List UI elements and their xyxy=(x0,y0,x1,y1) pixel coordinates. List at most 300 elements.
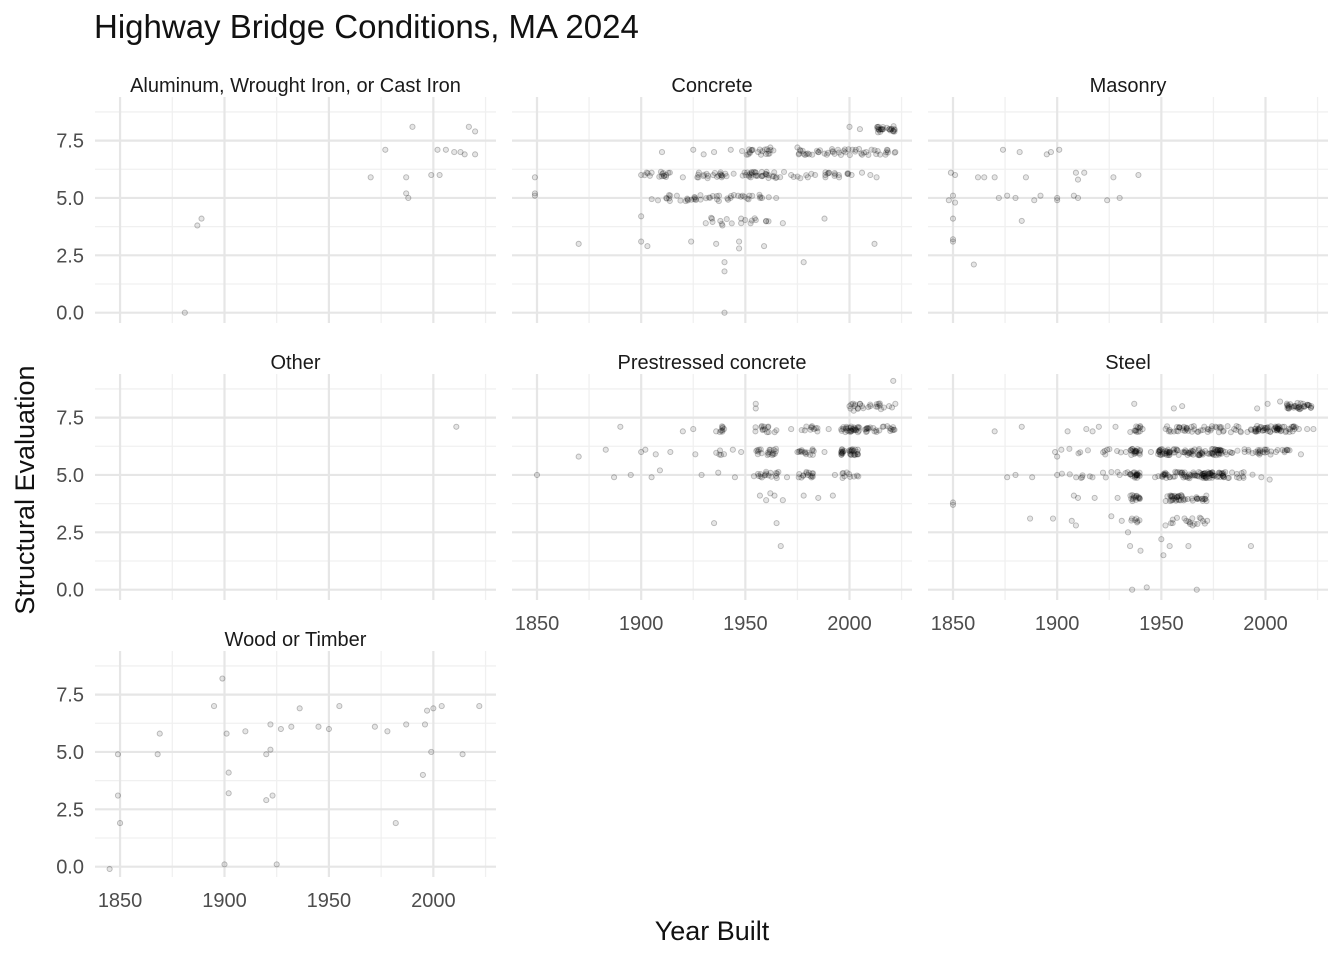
data-point xyxy=(1092,495,1097,500)
data-point xyxy=(1311,426,1316,431)
data-point xyxy=(683,199,688,204)
data-point xyxy=(691,426,696,431)
data-point xyxy=(822,449,827,454)
data-point xyxy=(1208,470,1213,475)
data-point xyxy=(1109,469,1114,474)
data-point xyxy=(649,197,654,202)
data-point xyxy=(774,428,779,433)
panel-title-wood-or-timber: Wood or Timber xyxy=(224,629,367,651)
data-point xyxy=(1038,193,1043,198)
data-point xyxy=(1190,516,1195,521)
data-point xyxy=(950,237,955,242)
data-point xyxy=(798,449,803,454)
data-point xyxy=(1074,475,1079,480)
data-point xyxy=(1287,448,1292,453)
data-point xyxy=(107,866,112,871)
data-point xyxy=(1133,448,1138,453)
data-point xyxy=(274,862,279,867)
data-point xyxy=(857,127,862,132)
y-tick-label: 5.0 xyxy=(56,187,84,210)
data-point xyxy=(576,454,581,459)
data-point xyxy=(224,731,229,736)
x-tick-label: 1900 xyxy=(202,890,247,912)
data-point xyxy=(847,448,852,453)
data-point xyxy=(740,193,745,198)
data-point xyxy=(1218,448,1223,453)
data-point xyxy=(850,401,855,406)
data-point xyxy=(946,198,951,203)
data-point xyxy=(372,724,377,729)
data-point xyxy=(1032,198,1037,203)
data-point xyxy=(435,147,440,152)
data-point xyxy=(722,260,727,265)
data-point xyxy=(764,498,769,503)
data-point xyxy=(730,447,735,452)
data-point xyxy=(452,149,457,154)
data-point xyxy=(813,172,818,177)
data-point xyxy=(1138,548,1143,553)
data-point xyxy=(810,447,815,452)
data-point xyxy=(1161,553,1166,558)
data-point xyxy=(736,246,741,251)
data-point xyxy=(804,424,809,429)
data-point xyxy=(1305,426,1310,431)
data-point xyxy=(157,731,162,736)
data-point xyxy=(992,429,997,434)
data-point xyxy=(1057,147,1062,152)
data-point xyxy=(774,195,779,200)
data-point xyxy=(337,703,342,708)
data-point xyxy=(817,148,822,153)
data-point xyxy=(668,449,673,454)
data-point xyxy=(950,502,955,507)
y-axis-title: Structural Evaluation xyxy=(10,365,40,615)
data-point xyxy=(1119,518,1124,523)
panel-title-other: Other xyxy=(270,352,321,374)
data-point xyxy=(874,175,879,180)
data-point xyxy=(865,425,870,430)
data-point xyxy=(799,427,804,432)
data-point xyxy=(824,152,829,157)
data-point xyxy=(1127,543,1132,548)
data-point xyxy=(1174,448,1179,453)
data-point xyxy=(278,726,283,731)
data-point xyxy=(1189,429,1194,434)
data-point xyxy=(719,221,724,226)
data-point xyxy=(840,449,845,454)
data-point xyxy=(1137,429,1142,434)
data-point xyxy=(861,150,866,155)
data-point xyxy=(115,793,120,798)
data-point xyxy=(1109,514,1114,519)
data-point xyxy=(443,147,448,152)
x-tick-label: 1850 xyxy=(97,890,143,912)
data-point xyxy=(877,403,882,408)
data-point xyxy=(1125,530,1130,535)
x-tick-label: 1850 xyxy=(514,613,560,635)
data-point xyxy=(780,498,785,503)
data-point xyxy=(1115,495,1120,500)
x-tick-label: 1950 xyxy=(306,890,352,912)
data-point xyxy=(1241,470,1246,475)
data-point xyxy=(268,722,273,727)
data-point xyxy=(1280,424,1285,429)
panel-title-prestressed-concrete: Prestressed concrete xyxy=(617,352,807,374)
data-point xyxy=(1144,585,1149,590)
data-point xyxy=(1114,448,1119,453)
data-point xyxy=(1067,472,1072,477)
data-point xyxy=(847,152,852,157)
data-point xyxy=(1125,470,1130,475)
data-point xyxy=(950,193,955,198)
data-point xyxy=(1087,474,1092,479)
data-point xyxy=(854,473,859,478)
data-point xyxy=(822,216,827,221)
data-point xyxy=(749,169,754,174)
data-point xyxy=(869,147,874,152)
data-point xyxy=(1019,424,1024,429)
data-point xyxy=(268,747,273,752)
data-point xyxy=(1027,516,1032,521)
data-point xyxy=(872,241,877,246)
data-point xyxy=(667,170,672,175)
chart-title: Highway Bridge Conditions, MA 2024 xyxy=(94,8,639,45)
data-point xyxy=(1226,475,1231,480)
data-point xyxy=(1195,521,1200,526)
data-point xyxy=(1134,520,1139,525)
data-point xyxy=(115,752,120,757)
data-point xyxy=(1200,498,1205,503)
data-point xyxy=(1180,450,1185,455)
data-point xyxy=(1019,218,1024,223)
data-point xyxy=(1229,450,1234,455)
data-point xyxy=(1005,193,1010,198)
data-point xyxy=(847,124,852,129)
data-point xyxy=(774,521,779,526)
panel-title-concrete: Concrete xyxy=(671,75,753,97)
data-point xyxy=(755,471,760,476)
data-point xyxy=(711,173,716,178)
data-point xyxy=(830,493,835,498)
data-point xyxy=(1298,406,1303,411)
y-tick-label: 2.5 xyxy=(56,245,84,268)
data-point xyxy=(1067,446,1072,451)
data-point xyxy=(755,452,760,457)
data-point xyxy=(832,173,837,178)
data-point xyxy=(801,260,806,265)
data-point xyxy=(659,149,664,154)
data-point xyxy=(647,173,652,178)
data-point xyxy=(1170,517,1175,522)
data-point xyxy=(1225,424,1230,429)
data-point xyxy=(667,198,672,203)
data-point xyxy=(698,197,703,202)
data-point xyxy=(753,406,758,411)
data-point xyxy=(1174,470,1179,475)
data-point xyxy=(1115,469,1120,474)
data-point xyxy=(844,426,849,431)
data-point xyxy=(781,169,786,174)
data-point xyxy=(1102,448,1107,453)
data-point xyxy=(992,175,997,180)
data-point xyxy=(155,752,160,757)
data-point xyxy=(1137,496,1142,501)
data-point xyxy=(1202,473,1207,478)
data-point xyxy=(789,426,794,431)
data-point xyxy=(1163,523,1168,528)
data-point xyxy=(891,378,896,383)
data-point xyxy=(743,217,748,222)
data-point xyxy=(1250,472,1255,477)
data-point xyxy=(1013,472,1018,477)
data-point xyxy=(1075,495,1080,500)
data-point xyxy=(1132,401,1137,406)
data-point xyxy=(195,223,200,228)
data-point xyxy=(952,200,957,205)
data-point xyxy=(406,195,411,200)
data-point xyxy=(611,475,616,480)
data-point xyxy=(1194,587,1199,592)
x-tick-label: 1950 xyxy=(1139,613,1184,635)
data-point xyxy=(1137,473,1142,478)
data-point xyxy=(1159,537,1164,542)
data-point xyxy=(850,147,855,152)
data-point xyxy=(532,193,537,198)
data-point xyxy=(874,151,879,156)
data-point xyxy=(211,703,216,708)
data-point xyxy=(1280,447,1285,452)
data-point xyxy=(720,424,725,429)
data-point xyxy=(982,175,987,180)
data-point xyxy=(680,175,685,180)
data-point xyxy=(404,722,409,727)
data-point xyxy=(1023,175,1028,180)
data-point xyxy=(437,172,442,177)
data-point xyxy=(816,495,821,500)
data-point xyxy=(778,543,783,548)
data-point xyxy=(710,193,715,198)
data-point xyxy=(473,129,478,134)
data-point xyxy=(462,152,467,157)
data-point xyxy=(691,147,696,152)
data-point xyxy=(770,451,775,456)
data-point xyxy=(832,472,837,477)
data-point xyxy=(750,193,755,198)
data-point xyxy=(689,239,694,244)
data-point xyxy=(473,152,478,157)
x-tick-label: 2000 xyxy=(827,613,872,635)
data-point xyxy=(722,310,727,315)
data-point xyxy=(1259,475,1264,480)
data-point xyxy=(639,239,644,244)
data-point xyxy=(643,447,648,452)
data-point xyxy=(801,493,806,498)
data-point xyxy=(830,149,835,154)
y-tick-label: 7.5 xyxy=(56,130,84,153)
data-point xyxy=(766,173,771,178)
data-point xyxy=(674,193,679,198)
data-point xyxy=(618,424,623,429)
data-point xyxy=(749,218,754,223)
data-point xyxy=(876,127,881,132)
data-point xyxy=(720,173,725,178)
data-point xyxy=(772,493,777,498)
data-point xyxy=(1238,430,1243,435)
data-point xyxy=(857,401,862,406)
data-point xyxy=(1277,399,1282,404)
data-point xyxy=(729,221,734,226)
data-point xyxy=(753,173,758,178)
data-point xyxy=(1165,494,1170,499)
data-point xyxy=(1162,472,1167,477)
data-point xyxy=(701,152,706,157)
data-point xyxy=(804,469,809,474)
data-point xyxy=(1197,515,1202,520)
data-point xyxy=(1000,147,1005,152)
data-point xyxy=(1073,170,1078,175)
data-point xyxy=(1166,429,1171,434)
data-point xyxy=(226,791,231,796)
data-point xyxy=(1267,477,1272,482)
data-point xyxy=(1111,175,1116,180)
data-point xyxy=(1167,543,1172,548)
data-point xyxy=(1113,424,1118,429)
data-point xyxy=(798,176,803,181)
data-point xyxy=(1248,543,1253,548)
data-point xyxy=(892,127,897,132)
y-tick-label: 7.5 xyxy=(56,684,84,707)
data-point xyxy=(1186,450,1191,455)
data-point xyxy=(1078,475,1083,480)
data-point xyxy=(1202,521,1207,526)
data-point xyxy=(439,703,444,708)
data-point xyxy=(703,221,708,226)
data-point xyxy=(1078,450,1083,455)
data-point xyxy=(1090,429,1095,434)
data-point xyxy=(199,216,204,221)
data-point xyxy=(1050,516,1055,521)
data-point xyxy=(603,447,608,452)
data-point xyxy=(1176,497,1181,502)
x-tick-label: 1950 xyxy=(723,613,768,635)
data-point xyxy=(1171,406,1176,411)
data-point xyxy=(1100,470,1105,475)
data-point xyxy=(1298,452,1303,457)
data-point xyxy=(1084,426,1089,431)
data-point xyxy=(705,176,710,181)
data-point xyxy=(724,216,729,221)
data-point xyxy=(477,703,482,708)
data-point xyxy=(1235,448,1240,453)
data-point xyxy=(859,170,864,175)
data-point xyxy=(264,798,269,803)
data-point xyxy=(1186,543,1191,548)
data-point xyxy=(1082,170,1087,175)
y-tick-label: 5.0 xyxy=(56,741,84,764)
data-point xyxy=(784,475,789,480)
y-tick-label: 2.5 xyxy=(56,522,84,545)
data-point xyxy=(776,469,781,474)
data-point xyxy=(1065,429,1070,434)
data-point xyxy=(732,475,737,480)
data-point xyxy=(810,452,815,457)
data-point xyxy=(841,149,846,154)
data-point xyxy=(666,193,671,198)
data-point xyxy=(117,820,122,825)
data-point xyxy=(1189,496,1194,501)
data-point xyxy=(270,793,275,798)
data-point xyxy=(1073,523,1078,528)
data-point xyxy=(1255,406,1260,411)
data-point xyxy=(1180,470,1185,475)
data-point xyxy=(1148,449,1153,454)
data-point xyxy=(1136,172,1141,177)
data-point xyxy=(761,244,766,249)
data-point xyxy=(297,706,302,711)
data-point xyxy=(420,772,425,777)
data-point xyxy=(1285,404,1290,409)
data-point xyxy=(1130,587,1135,592)
data-point xyxy=(1265,401,1270,406)
data-point xyxy=(1213,424,1218,429)
data-point xyxy=(429,749,434,754)
data-point xyxy=(887,127,892,132)
data-point xyxy=(243,729,248,734)
y-tick-label: 0.0 xyxy=(56,579,84,602)
data-point xyxy=(826,426,831,431)
data-point xyxy=(1085,448,1090,453)
data-point xyxy=(655,198,660,203)
data-point xyxy=(1069,518,1074,523)
data-point xyxy=(1233,427,1238,432)
data-point xyxy=(410,124,415,129)
data-point xyxy=(661,173,666,178)
data-point xyxy=(1030,475,1035,480)
data-point xyxy=(774,475,779,480)
data-point xyxy=(404,175,409,180)
data-point xyxy=(1223,469,1228,474)
data-point xyxy=(1202,424,1207,429)
x-tick-label: 1900 xyxy=(1034,613,1080,635)
data-point xyxy=(748,175,753,180)
x-tick-label: 1900 xyxy=(618,613,664,635)
data-point xyxy=(699,472,704,477)
data-point xyxy=(796,475,801,480)
data-point xyxy=(649,475,654,480)
data-point xyxy=(756,150,761,155)
data-point xyxy=(823,172,828,177)
data-point xyxy=(1253,429,1258,434)
data-point xyxy=(1075,177,1080,182)
data-point xyxy=(1130,498,1135,503)
data-point xyxy=(736,239,741,244)
data-point xyxy=(1255,448,1260,453)
data-point xyxy=(1117,195,1122,200)
data-point xyxy=(728,147,733,152)
data-point xyxy=(758,447,763,452)
panel-title-aluminum-wrought-iron-or-cast-iron: Aluminum, Wrought Iron, or Cast Iron xyxy=(130,75,461,97)
data-point xyxy=(1275,426,1280,431)
data-point xyxy=(716,193,721,198)
data-point xyxy=(1264,449,1269,454)
data-point xyxy=(868,172,873,177)
data-point xyxy=(1216,430,1221,435)
y-tick-label: 2.5 xyxy=(56,799,84,822)
data-point xyxy=(1192,473,1197,478)
data-point xyxy=(1228,430,1233,435)
data-point xyxy=(1055,198,1060,203)
data-point xyxy=(657,468,662,473)
